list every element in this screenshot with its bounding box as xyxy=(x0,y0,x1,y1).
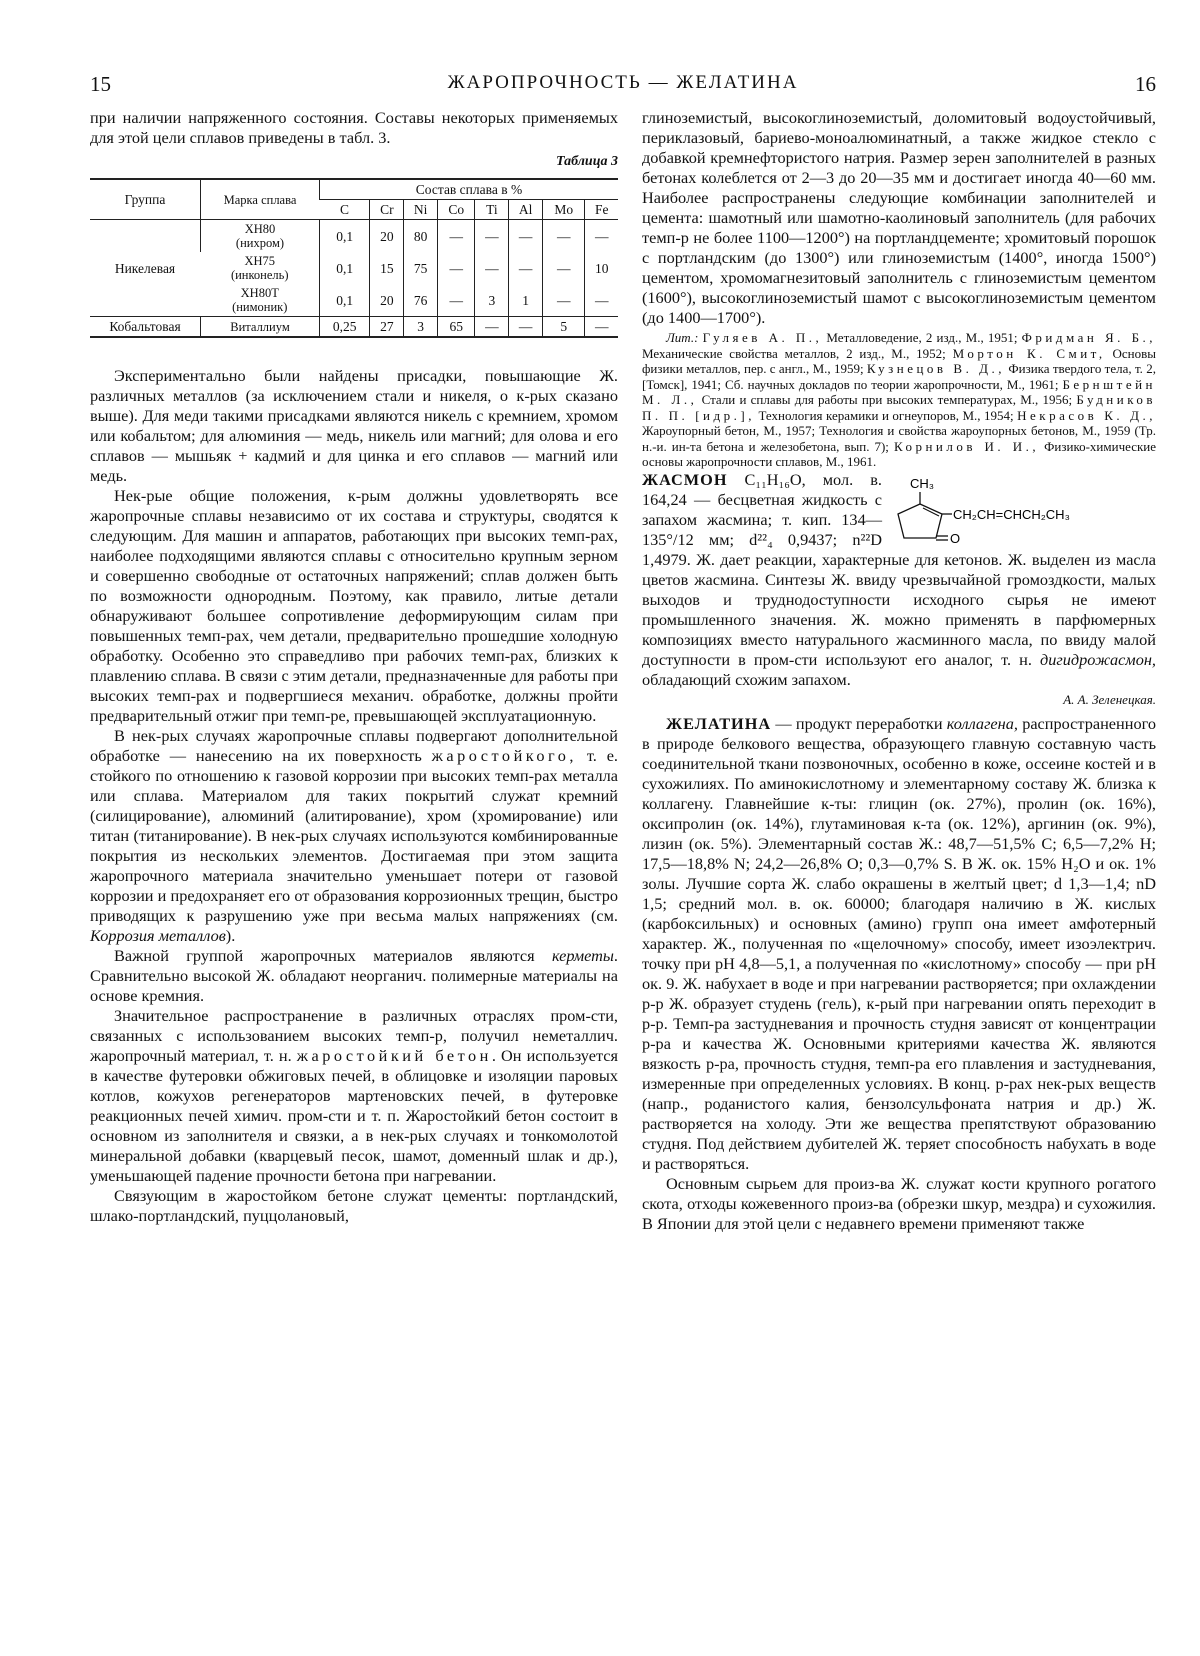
grade-cell xyxy=(201,284,320,317)
table-cell: 0,1 xyxy=(320,220,370,253)
text-run: . Он используется в качестве футеровки обжиговых печей, в облицовке и изоляции паровых котлов, кожухов регенераторов мартеновских печей, в футеровке реакционных печей химич. пром-сти и т. п. Жаростойкий бетон состоит в основном из заполнителя и связки, а в нек-рых случаях и тонкомолотой минеральной добавки (кварцевый песок, шамот, доменный шлак и др.), уменьшающей падение прочности бетона при нагревании. xyxy=(90,1046,618,1185)
col-header-element: Ni xyxy=(404,200,438,220)
paragraph xyxy=(90,726,618,946)
table-cell: 0,1 xyxy=(320,284,370,317)
bibliography-text xyxy=(642,330,1156,470)
text-run: — продукт переработки xyxy=(775,713,943,733)
grade-name: ХН80Т xyxy=(240,286,279,300)
table-cell: 0,25 xyxy=(320,317,370,338)
author: Мортон К. Смит, xyxy=(952,345,1106,361)
lit-label: Лит.: xyxy=(666,330,699,345)
text-run: Значительное распространение в различных отраслях пром-сти, связанных с использованием высоких темп-р, получил неметаллич. жаропрочный материал, т. н. xyxy=(90,1006,618,1065)
author: Корнилов И. И., xyxy=(893,438,1040,454)
paragraph xyxy=(90,1006,618,1186)
table-row xyxy=(90,220,618,253)
table-cell: — xyxy=(509,252,543,284)
text-run: мол. в. 164,24 — бесцветная жидкость с запахом жасмина; т. кип. 134—135°/12 мм; d²²₄ 0,9437; n²²D 1,4979. Ж. дает реакции, характерные для кетонов. Ж. выделен из масла цветов жасмина. Синтезы Ж. ввиду чрезвычайной громоздкости, малых выходов и труднодоступности исходного сырья не имеют промышленного значения. Ж. можно применять в парфюмерных композициях вместо натурального жасминного масла, по ввиду малой доступности в пром-сти используют его аналог, т. н. xyxy=(642,469,1156,669)
col-header-grade: Марка сплава xyxy=(201,179,320,220)
table-cell: — xyxy=(475,252,509,284)
table-cell: — xyxy=(585,220,618,253)
group-cell: Кобальтовая xyxy=(90,317,201,338)
text-run: обладающий схожим запахом. xyxy=(642,669,851,689)
table-cell: 3 xyxy=(475,284,509,317)
table-cell: — xyxy=(475,317,509,338)
table-cell: — xyxy=(509,220,543,253)
cyclopentenone-ring xyxy=(898,504,942,538)
oxygen-label: O xyxy=(950,530,961,546)
molecular-formula: C₁₁H₁₆O, xyxy=(744,469,806,489)
paragraph-continuation: глиноземистый, высокоглиноземистый, доломитовый водоустойчивый, периклазовый, бариево-моноалюминатный, а также жидкое стекло с добавкой кремнефтористого натрия. Размер зерен заполнителей в разных бетонах колеблется от 2—3 до 20—35 мм и достигает иногда 40—60 мм. Наиболее распространены следующие комбинации заполнителей и цемента: шамотный или шамотно-каолиновый заполнитель (для рабочих темп-р не более 1100—1200°) на портландцементе; хромитовый порошок с портландским (до 1300°) или глиноземистым (1400°, иногда 1500°) цементом, хромомагнезитовый заполнитель с глиноземистым цементом (1600°), высокоглиноземистый шамот с высокоглиноземистым цементом (до 1400—1700°). xyxy=(642,108,1156,327)
cross-reference: Коррозия металлов xyxy=(90,926,226,945)
table-cell: 27 xyxy=(370,317,404,338)
italic-term: дигидрожасмон, xyxy=(1040,649,1156,669)
reference: Механические свойства металлов, 2 изд., М., 1952; xyxy=(642,345,946,361)
grade-cell: Виталлиум xyxy=(201,317,320,338)
reference: Металловедение, 2 изд., М., 1951; xyxy=(826,330,1018,345)
left-column xyxy=(90,108,618,1226)
text-run: . Сравнительно высокой Ж. обладают неорганич. полимерные материалы на основе кремния. xyxy=(90,946,618,1005)
grade-note: (нимоник) xyxy=(232,300,288,314)
table-cell: 20 xyxy=(370,220,404,253)
article-headword: ЖАСМОН xyxy=(642,469,728,489)
methyl-label: CH₃ xyxy=(910,475,935,491)
table-row xyxy=(90,317,618,338)
author: Фридман Я. Б., xyxy=(1021,330,1157,345)
table-cell: — xyxy=(437,220,475,253)
col-header-group: Группа xyxy=(90,179,201,220)
table-cell: 65 xyxy=(437,317,475,338)
page-header xyxy=(90,72,1156,102)
grade-cell xyxy=(201,220,320,253)
table-cell: 75 xyxy=(404,252,438,284)
paragraph: Основным сырьем для произ-ва Ж. служат кости крупного рогатого скота, отходы кожевенного произ-ва (обрезки шкур, мездра) и сухожилия. В Японии для этой цели с недавнего времени применяют также xyxy=(642,1173,1156,1233)
table-cell: — xyxy=(475,220,509,253)
right-column xyxy=(642,108,1156,1234)
spaced-term: жаростойкий бетон xyxy=(296,1046,492,1065)
grade-note: (нихром) xyxy=(235,236,285,250)
col-header-element: Co xyxy=(437,200,475,220)
text-run: распространенного в природе белкового вещества, образующего главную составную часть соединительной ткани позвоночных, особенно в коже, оссеине костей и в сухожилиях. По аминокислотному и элементарному составу Ж. близка к коллагену. Главнейшие к-ты: глицин (ок. 27%), пролин (ок. 16%), оксипролин (ок. 14%), глутаминовая к-та (ок. 12%), аргинин (ок. 9%), лизин (ок. 5%). Элементарный состав Ж.: 48,7—51,5% C; 6,5—7,2% H; 17,5—18,8% N; 24,2—26,8% O; 0,3—0,7% S. В Ж. ок. 15% H₂O и ок. 1% золы. Лучшие сорта Ж. слабо окрашены в желтый цвет; d 1,3—1,4; nD 1,5; средний мол. в. ок. 60000; благодаря наличию в Ж. кислых (карбоксильных) и основных (амино) групп она имеет амфотерный характер. Ж., полученная по «щелочному» способу, имеет изоэлектрич. точку при pH 4,8—5,1, а полученная по «кислотному» способу — при pH ок. 9. Ж. набухает в воде и при нагревании растворяется; при охлаждении р-р Ж. образует студень (гель), к-рый при нагревании опять переходит в р-р. Темп-ра застудневания и прочность студня зависят от концентрации р-ра и качества Ж. Основными критериями качества Ж. являются вязкость р-ра, прочность студня, темп-ра его плавления и застудневания, измеренные при определенных условиях. В конц. р-рах нек-рых веществ (напр., роданистого калия, бензолсульфоната натрия и др.) Ж. растворяется на холоду. Эти же вещества препятствуют образованию студня. Под действием дубителей Ж. теряет способность набухать в воде и растворяться. xyxy=(642,713,1157,1173)
col-header-composition: Состав сплава в % xyxy=(320,179,619,200)
reference: Основы физики металлов, пер. с англ., М., 1959; xyxy=(642,345,1156,376)
grade-note: (инконель) xyxy=(230,268,289,282)
paragraph xyxy=(90,946,618,1006)
table-cell: — xyxy=(543,252,585,284)
text-run: Важной группой жаропрочных материалов являются xyxy=(114,946,535,965)
col-header-element: C xyxy=(320,200,370,220)
page-number-left: 15 xyxy=(90,72,111,96)
col-header-element: Ti xyxy=(475,200,509,220)
table-cell: — xyxy=(543,284,585,317)
text-run: ). xyxy=(225,926,236,945)
col-header-element: Fe xyxy=(585,200,618,220)
reference: Стали и сплавы для работы при высоких температурах, М., 1956; xyxy=(701,392,1073,407)
bibliography xyxy=(642,330,1156,470)
side-chain-label: CH₂CH=CHCH₂CH₃ xyxy=(953,506,1070,522)
jasmone-article xyxy=(642,470,1156,690)
table-cell: — xyxy=(543,220,585,253)
grade-name: ХН80 xyxy=(244,222,276,236)
jasmone-structure-diagram xyxy=(890,474,1156,548)
author: Некрасов К. Д., xyxy=(1017,407,1157,423)
paragraph: Связующим в жаростойком бетоне служат цементы: портландский, шлако-портландский, пуццолановый, xyxy=(90,1186,618,1225)
text-run: т. е. стойкого по отношению к газовой коррозии при высоких темп-рах металла или сплава. Материалом для таких покрытий служат кремний (силицирование), алюминий (алитирование), хром (хромирование) или титан (титанирование). В нек-рых случаях используются комбинированные покрытия из нескольких элементов. Достигаемая при этом защита жаропрочного материала значительно уменьшает потери от газовой коррозии и предохраняет его от образования коррозионных трещин, быстро приводящих к разрушению уже при весьма малых напряжениях (см. xyxy=(90,746,618,925)
table-cell: 5 xyxy=(543,317,585,338)
text-run: В нек-рых случаях жаропрочные сплавы подвергают дополнительной обработке — нанесению на их поверхность xyxy=(90,726,618,765)
table-caption: Таблица 3 xyxy=(556,154,618,169)
gelatin-article xyxy=(642,714,1156,1174)
reference: Физика твердого тела, т. 2, [Томск], 1941; Сб. научных докладов по теории жаропрочности, М., 1961; xyxy=(642,361,1156,392)
table-cell: 10 xyxy=(585,252,618,284)
reference: Физико-химические основы жаропрочности сплавов, М., 1961. xyxy=(642,438,1157,469)
table-cell: 80 xyxy=(404,220,438,253)
italic-term: коллагена, xyxy=(946,713,1018,733)
table-cell: — xyxy=(585,284,618,317)
col-header-element: Cr xyxy=(370,200,404,220)
author: Будников П. П. [идр.], xyxy=(642,392,1157,423)
col-header-element: Al xyxy=(509,200,543,220)
paragraph-continuation: при наличии напряженного состояния. Составы некоторых применяемых для этой цели сплавов приведены в табл. 3. xyxy=(90,108,618,147)
paragraph: Нек-рые общие положения, к-рым должны удовлетворять все жаропрочные сплавы независимо от их состава и структуры, сводятся к следующим. Для машин и аппаратов, работающих при высоких темп-рах, наиболее подходящими являются сплавы с относительно крупным зерном и совершенно свободные от остаточных напряжений; сплав должен быть по возможности однородным. Поэтому, как правило, литые детали обнаруживают большее сопротивление деформирующим силам при повышенных темп-рах, чем детали, предварительно прошедшие холодную обработку. Особенно это справедливо при рабочих темп-рах, близких к плавлению сплава. В связи с этим детали, предназначенные для работы при высоких темп-рах и подвергшиеся механич. обработке, должны пройти предварительный отжиг при темп-ре, превышающей эксплуатационную. xyxy=(90,486,618,725)
article-headword: ЖЕЛАТИНА xyxy=(666,713,772,733)
table-cell: 20 xyxy=(370,284,404,317)
table-cell: 0,1 xyxy=(320,252,370,284)
reference: Технология керамики и огнеупоров, М., 1954; xyxy=(758,407,1014,423)
grade-cell xyxy=(201,252,320,284)
group-cell: Никелевая xyxy=(90,220,201,317)
author: Гуляев А. П., xyxy=(702,330,823,345)
table-cell: 1 xyxy=(509,284,543,317)
table-cell: 15 xyxy=(370,252,404,284)
running-title: ЖАРОПРОЧНОСТЬ — ЖЕЛАТИНА xyxy=(447,72,799,93)
col-header-element: Mo xyxy=(543,200,585,220)
table-cell: — xyxy=(437,284,475,317)
table-cell: — xyxy=(437,252,475,284)
author-signature: А. А. Зеленецкая. xyxy=(1063,691,1156,707)
table-cell: — xyxy=(509,317,543,338)
reference: Жароупорный бетон, М., 1957; Технология и свойства жароупорных бетонов, М., 1959 (Тр. н.-и. ин-та бетона и железобетона, вып. 7); xyxy=(642,423,1156,454)
author: Бернштейн М. Л., xyxy=(642,376,1157,407)
page-number-right: 16 xyxy=(1135,72,1156,96)
spaced-term: жаростойкого, xyxy=(431,746,577,765)
alloy-composition-table xyxy=(90,178,618,338)
table-cell: 3 xyxy=(404,317,438,338)
author: Кузнецов В. Д., xyxy=(866,361,1006,376)
table-cell: 76 xyxy=(404,284,438,317)
grade-name: ХН75 xyxy=(244,254,276,268)
paragraph: Экспериментально были найдены присадки, повышающие Ж. различных металлов (за исключением стали и никеля, о к-рых сказано выше). Для меди такими присадками являются никель с кремнием, хромом или кобальтом; для алюминия — медь, никель или магний; для олова и его сплавов — мышьяк + кадмий и для цинка и его сплавов — магний или медь. xyxy=(90,366,618,485)
italic-term: керметы xyxy=(551,946,614,965)
table-cell: — xyxy=(585,317,618,338)
